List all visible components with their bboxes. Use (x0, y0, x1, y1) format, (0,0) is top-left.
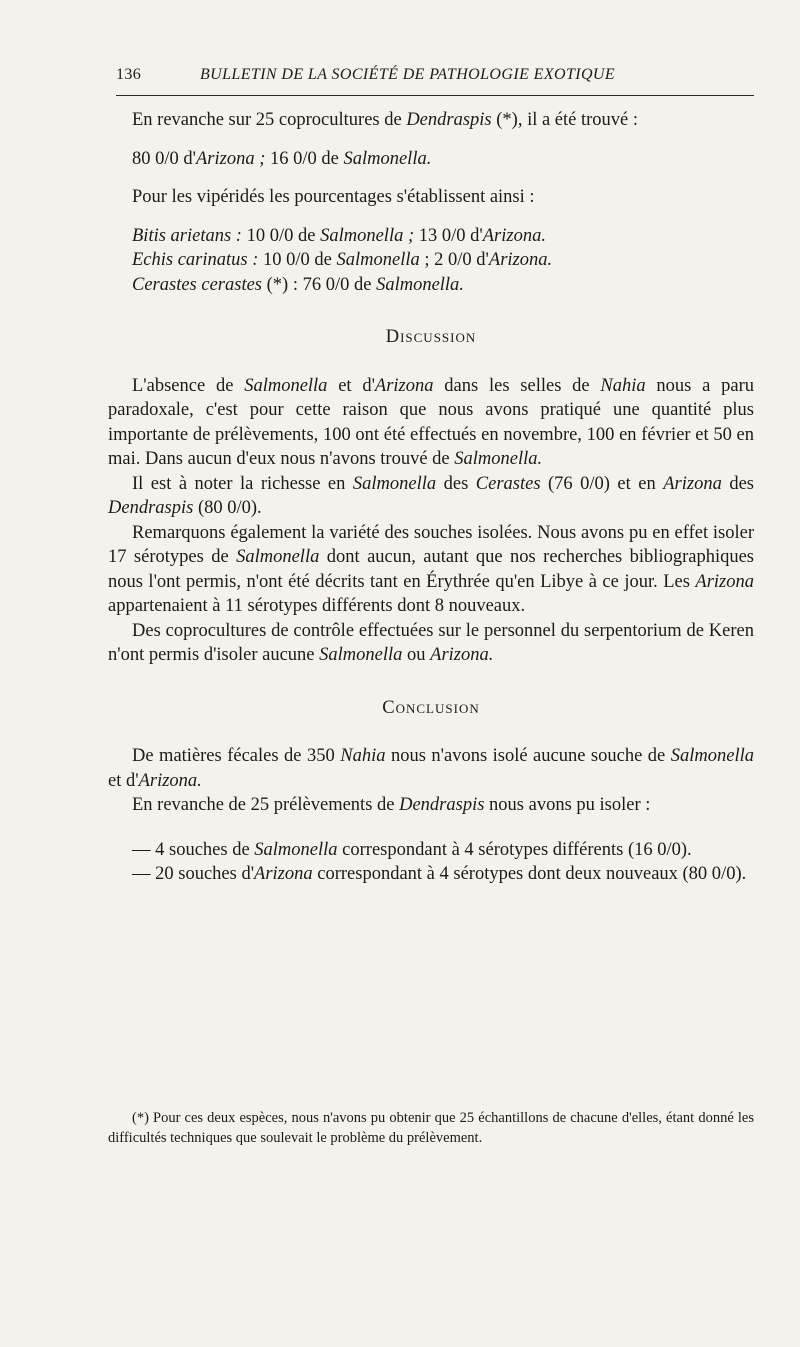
paragraph-viperides: Pour les vipéridés les pourcentages s'établissent ainsi : (132, 187, 535, 207)
text: De matières fécales de 350 (132, 746, 341, 766)
taxon: Salmonella (319, 645, 403, 665)
taxon: Arizona (695, 571, 754, 592)
running-title: BULLETIN DE LA SOCIÉTÉ DE PATHOLOGIE EXOTIQUE (200, 66, 616, 83)
text: nous avons pu isoler : (484, 795, 651, 815)
text: — 20 souches d' (132, 864, 255, 884)
text: dont aucun, autant que nos recherches bibliographiques nous l'ont permis, n'ont été décrits tant en Érythrée qu'en Libye à ce jour. Les (108, 547, 754, 592)
text: (*), il a été trouvé : (491, 110, 639, 130)
text: Des coprocultures de contrôle effectuées sur le personnel du serpentorium de Keren n'ont permis d'isoler aucune (108, 620, 754, 665)
taxon: Cerastes (475, 473, 541, 494)
text: correspondant à 4 sérotypes dont deux nouveaux (80 0/0). (312, 864, 747, 884)
paragraph-revanche-prelevements (108, 793, 754, 818)
taxon: Salmonella (244, 375, 328, 396)
taxon: Dendraspis (406, 110, 492, 130)
footnote-text: (*) Pour ces deux espèces, nous n'avons pu obtenir que 25 échantillons de chacune d'elles, étant donné les difficultés techniques que soulevait le problème du prélèvement. (108, 1110, 754, 1146)
taxon: Salmonella (254, 839, 338, 860)
taxon: Arizona. (138, 770, 202, 791)
text: des (436, 473, 476, 494)
taxon: Salmonella. (376, 274, 464, 295)
result-line-echis (132, 248, 754, 273)
taxon: Arizona. (488, 250, 553, 270)
taxon: Nahia (340, 746, 386, 766)
taxon: Dendraspis (399, 795, 485, 815)
taxon: Echis carinatus : (132, 250, 259, 270)
page-number: 136 (116, 66, 142, 83)
text: 10 0/0 de (241, 225, 321, 246)
paragraph-variete (108, 521, 754, 619)
taxon: Arizona (254, 864, 313, 884)
taxon: Salmonella ; (320, 225, 415, 246)
article-body (108, 108, 754, 887)
taxon: Salmonella (670, 746, 754, 766)
taxon: Salmonella. (343, 148, 432, 169)
paragraph-richesse (108, 472, 754, 521)
text: correspondant à 4 sérotypes différents (16 0/0). (337, 839, 692, 860)
paragraph-controle (108, 619, 754, 668)
text: nous a paru paradoxale, c'est pour cette raison que nous avons pratiqué une quantité plus importante de prélèvements, 100 ont été effectués en novembre, 100 en février et 50 en mai. Dans aucun d'eux nous n'avons trouvé de (108, 375, 754, 469)
text: — 4 souches de (132, 839, 255, 860)
text: Remarquons également la variété des souches isolées. Nous avons pu en effet isoler 17 sérotypes de (108, 522, 754, 567)
taxon: Arizona. (482, 225, 546, 246)
text: Il est à noter la richesse en (132, 473, 353, 494)
text: (80 0/0). (193, 498, 262, 518)
text: (*) : 76 0/0 de (262, 274, 377, 295)
list-item-salmonella (108, 838, 754, 863)
list-item-arizona (108, 862, 754, 887)
taxon: Arizona (663, 473, 722, 494)
result-line-dendraspis (132, 147, 754, 172)
taxon: Salmonella. (454, 449, 543, 469)
text: appartenaient à 11 sérotypes différents dont 8 nouveaux. (108, 596, 526, 616)
paragraph-revanche-coprocultures (108, 108, 754, 133)
text: En revanche sur 25 coprocultures de (132, 110, 407, 130)
text: ; 2 0/0 d' (419, 250, 489, 270)
header-rule (116, 95, 754, 96)
text: et d' (327, 375, 375, 396)
result-line-bitis (132, 224, 754, 249)
taxon: Salmonella (336, 250, 420, 270)
section-heading-conclusion: Conclusion (382, 697, 480, 718)
taxon: Bitis arietans : (132, 225, 242, 246)
taxon: Salmonella (352, 473, 437, 494)
text: (76 0/0) et en (540, 473, 664, 494)
paragraph-absence (108, 374, 754, 472)
text: 80 0/0 d' (132, 148, 196, 169)
text: 13 0/0 d' (414, 225, 483, 246)
text: 16 0/0 de (265, 148, 344, 169)
taxon: Salmonella (236, 547, 320, 567)
taxon: Arizona ; (195, 148, 266, 169)
text: En revanche de 25 prélèvements de (132, 795, 400, 815)
text: L'absence de (132, 375, 245, 396)
section-heading-discussion: Discussion (385, 327, 477, 347)
paragraph-matieres-fecales (108, 744, 754, 793)
result-line-cerastes (132, 273, 754, 298)
taxon: Cerastes cerastes (132, 274, 262, 295)
text: ou (402, 645, 431, 665)
taxon: Arizona (374, 375, 434, 396)
page-header (116, 64, 754, 92)
taxon: Nahia (600, 375, 646, 396)
text: 10 0/0 de (258, 250, 337, 270)
text: et d' (108, 770, 139, 791)
taxon: Arizona. (430, 645, 494, 665)
text: dans les selles de (433, 375, 601, 396)
taxon: Dendraspis (108, 498, 194, 518)
text: des (721, 473, 754, 494)
text: nous n'avons isolé aucune souche de (385, 746, 671, 766)
footnote (108, 1108, 754, 1148)
